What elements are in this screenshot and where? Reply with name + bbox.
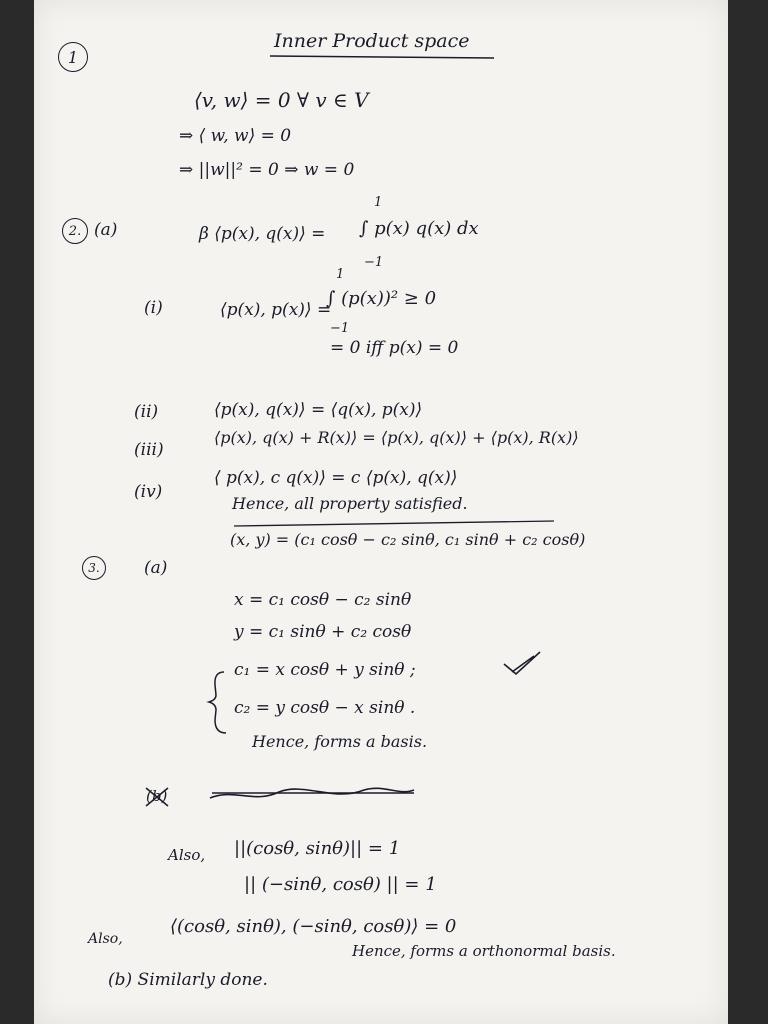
- q3-also-label-1: Also,: [168, 846, 206, 864]
- q2-lower-limit: −1: [364, 255, 384, 270]
- q3-basis-conclusion: Hence, forms a basis.: [252, 732, 428, 751]
- page-title: Inner Product space: [274, 30, 470, 52]
- title-underline: [270, 56, 494, 58]
- question-2-number: [62, 218, 88, 244]
- q1-line-3: ⇒ ||w||² = 0 ⇒ w = 0: [179, 160, 355, 180]
- q2-iv-label: (iv): [134, 482, 163, 502]
- q2-definition-rhs: ∫ p(x) q(x) dx: [359, 218, 479, 239]
- q3-norm-2: || (−sinθ, cosθ) || = 1: [244, 874, 437, 895]
- q3-part-a: (a): [144, 558, 168, 578]
- q2-definition-lhs: β ⟨p(x), q(x)⟩ =: [199, 224, 326, 244]
- q3-similarly-done: (b) Similarly done.: [108, 970, 268, 990]
- q2-ii-label: (ii): [134, 402, 159, 422]
- q3-norm-1: ||(cosθ, sinθ)|| = 1: [234, 838, 401, 859]
- question-3-number: [82, 556, 106, 580]
- notebook-page: [34, 0, 728, 1024]
- q2-i-lhs: ⟨p(x), p(x)⟩ =: [220, 300, 332, 320]
- q3-orthonormal-conclusion: Hence, forms a orthonormal basis.: [352, 942, 616, 960]
- q3-eq-1: (x, y) = (c₁ cosθ − c₂ sinθ, c₁ sinθ + c₂ cosθ): [230, 530, 586, 549]
- q3-eq-4: c₁ = x cosθ + y sinθ ;: [234, 660, 416, 680]
- question-1-number-text: 1: [67, 47, 79, 67]
- q2-part-a: (a): [94, 220, 118, 240]
- q2-i-label: (i): [144, 298, 163, 318]
- q2-ii-text: ⟨p(x), q(x)⟩ = ⟨q(x), p(x)⟩: [214, 400, 423, 420]
- q3-eq-2: x = c₁ cosθ − c₂ sinθ: [234, 590, 412, 610]
- q2-iii-text: ⟨p(x), q(x) + R(x)⟩ = ⟨p(x), q(x)⟩ + ⟨p(x), R(x)⟩: [214, 428, 579, 447]
- q1-line-1: ⟨v, w⟩ = 0 ∀ v ∈ V: [194, 88, 369, 112]
- q2-upper-limit: 1: [374, 195, 383, 210]
- q3-struck-part-b: (b): [146, 787, 168, 805]
- check-mark: [504, 652, 540, 674]
- q2-i-rhs: ∫ (p(x))² ≥ 0: [326, 288, 437, 309]
- q2-conclusion: Hence, all property satisfied.: [232, 494, 468, 513]
- q2-i-iff: = 0 iff p(x) = 0: [330, 338, 459, 358]
- question-1-number: [58, 42, 88, 72]
- q3-also-label-2: Also,: [88, 931, 123, 947]
- q2-i-lower: −1: [330, 321, 350, 336]
- question-3-number-text: 3.: [88, 561, 100, 575]
- q1-line-2: ⇒ ⟨ w, w⟩ = 0: [179, 126, 292, 146]
- left-brace: [209, 672, 226, 733]
- question-2-number-text: 2.: [68, 223, 82, 239]
- section-divider: [234, 521, 554, 526]
- q3-eq-3: y = c₁ sinθ + c₂ cosθ: [234, 622, 412, 642]
- q3-eq-5: c₂ = y cosθ − x sinθ .: [234, 698, 416, 718]
- q2-iii-label: (iii): [134, 440, 164, 460]
- q2-i-upper: 1: [336, 267, 345, 282]
- q3-inner-product: ⟨(cosθ, sinθ), (−sinθ, cosθ)⟩ = 0: [170, 916, 457, 937]
- q2-iv-text: ⟨ p(x), c q(x)⟩ = c ⟨p(x), q(x)⟩: [214, 468, 458, 488]
